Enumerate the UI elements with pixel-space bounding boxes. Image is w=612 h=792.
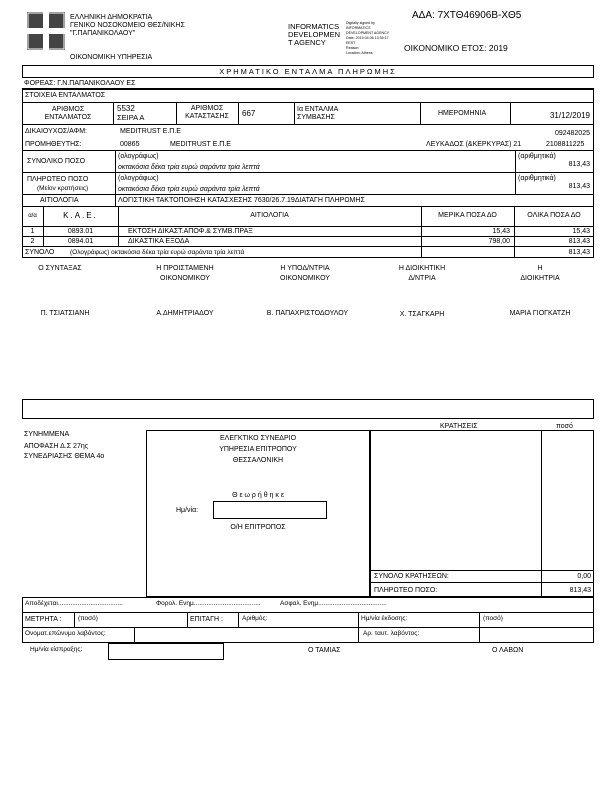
signer-1-name: Π. ΤΣΙΑΤΣΙΑΝΗ [40, 310, 90, 317]
receiver: Ο ΛΑΒΩΝ [492, 647, 524, 654]
signature-line: Digitally signed by [346, 21, 375, 25]
payable-words: οκτακόσια δέκα τρία ευρώ σαράντα τρία λεπτά [118, 186, 260, 193]
signer-5-role-2: ΔΙΟΙΚΗΤΡΙΑ [520, 275, 560, 282]
check-amount[interactable]: (ποσό) [483, 615, 503, 622]
sum-label: ΣΥΝΟΛΟ [25, 249, 55, 256]
agency-line-1: INFORMATICS [288, 22, 340, 31]
collection-date-label: Ημ/νία είσπραξης: [30, 646, 83, 653]
final-payable-label: ΠΛΗΡΩΤΕΟ ΠΟΣΟ: [374, 587, 438, 594]
mandate-number-label-2: ΕΝΤΑΛΜΑΤΟΣ [44, 114, 92, 121]
col-kae: Κ.Α.Ε. [63, 211, 98, 220]
signer-4-role-1: Η ΔΙΟΙΚΗΤΙΚΗ [398, 265, 446, 272]
signer-3-name: Β. ΠΑΠΑΧΡΙΣΤΟΔΟΥΛΟΥ [266, 310, 349, 317]
org-line-1: ΕΛΛΗΝΙΚΗ ΔΗΜΟΚΡΑΤΙΑ [70, 14, 153, 21]
row-1-kae: 0893.01 [67, 228, 94, 235]
beneficiary-label: ΔΙΚΑΙΟΥΧΟΣ/ΑΦΜ: [25, 128, 88, 135]
date-label: ΗΜΕΡΟΜΗΝΙΑ [438, 110, 487, 117]
signature-line: Date: 2019.04.06 13:35:17 [346, 36, 389, 40]
org-line-2: ΓΕΝΙΚΟ ΝΟΣΟΚΟΜΕΙΟ ΘΕΣ/ΝΙΚΗΣ [70, 22, 185, 29]
col-aa: α/α [28, 213, 37, 219]
audit-line-1: ΕΛΕΓΚΤΙΚΟ ΣΥΝΕΔΡΙΟ [219, 435, 297, 442]
row-1-aa: 1 [30, 228, 35, 235]
signer-4-name: Χ. ΤΣΑΓΚΑΡΗ [399, 311, 445, 318]
sum-words: (Ολογράφως) οκτακόσια δέκα τρία ευρώ σαράντα τρία λεπτά [70, 249, 245, 256]
supplier-address: ΛΕΥΚΑΔΟΣ (&ΚΕΡΚΥΡΑΣ) 21 [426, 141, 522, 148]
service-name: ΟΙΚΟΝΟΜΙΚΗ ΥΠΗΡΕΣΙΑ [70, 54, 153, 61]
signer-2-role-1: Η ΠΡΟΙΣΤΑΜΕΝΗ [156, 265, 214, 272]
receiver-id-label: Αρ. ταυτ. λαβόντος: [363, 630, 420, 637]
cash-amount[interactable]: (ποσό) [78, 615, 98, 622]
foreas: ΦΟΡΕΑΣ: Γ.Ν.ΠΑΠΑΝΙΚΟΛΑΟΥ ΕΣ [24, 80, 136, 87]
signer-5-role-1: Η [537, 265, 543, 272]
fiscal-year: ΟΙΚΟΝΟΜΙΚΟ ΕΤΟΣ: 2019 [404, 43, 508, 53]
insurance-clearance: Ασφαλ. Ενημ...................................... [280, 600, 387, 607]
contract-label-1: Ια ΕΝΤΑΛΜΑ [297, 106, 339, 113]
issue-date[interactable]: Ημ/νία έκδοσης: [361, 615, 408, 622]
total-numeric-label: (αριθμητικά) [518, 153, 556, 160]
commissioner: Ο/Η ΕΠΙΤΡΟΠΟΣ [230, 524, 286, 531]
beneficiary-name: MEDITRUST E.Π.Ε [120, 128, 181, 135]
row-2-description: ΔΙΚΑΣΤΙΚΑ ΕΞΟΔΑ [128, 238, 190, 245]
attachments-label: ΣΥΝΗΜΜΕΝΑ [24, 431, 70, 438]
payable-label: ΠΛΗΡΩΤΕΟ ΠΟΣΟ [27, 176, 89, 183]
decision-line-1: ΑΠΟΦΑΣΗ Δ.Σ 27ης [24, 443, 89, 450]
signature-line: Location: Athens [346, 51, 373, 55]
beneficiary-afm: 092482025 [554, 130, 590, 137]
signer-3-role-1: Η ΥΠΟΔ/ΝΤΡΙΑ [280, 265, 330, 272]
signer-5-name: ΜΑΡΙΑ ΓΙΟΓΚΑΤΖΗ [509, 310, 571, 317]
supplier-phone: 2108811225 [546, 141, 585, 148]
signature-line: EEST [346, 41, 356, 45]
audit-line-2: ΥΠΗΡΕΣΙΑ ΕΠΙΤΡΟΠΟΥ [219, 446, 297, 453]
sum-amount: 813,43 [568, 249, 590, 256]
cashier: Ο ΤΑΜΙΑΣ [308, 647, 341, 654]
audit-date-field[interactable] [213, 501, 327, 519]
signature-line: INFORMATICS [346, 26, 371, 30]
mandate-series: ΣΕΙΡΑ Α [117, 113, 145, 122]
signer-3-role-2: ΟΙΚΟΝΟΜΙΚΟΥ [280, 275, 330, 282]
row-1-partial: 15,43 [492, 228, 510, 235]
reason-label: ΑΙΤΙΟΛΟΓΙΑ [40, 197, 79, 204]
check-number[interactable]: Αριθμός: [242, 615, 268, 622]
total-words-label: (ολογράφως) [118, 153, 159, 160]
mandate-date: 31/12/2019 [549, 111, 590, 120]
row-2-kae: 0894.01 [67, 238, 94, 245]
page-title: ΧΡΗΜΑΤΙΚΟ ΕΝΤΑΛΜΑ ΠΛΗΡΩΜΗΣ [219, 67, 397, 76]
statement-number-label-1: ΑΡΙΘΜΟΣ [190, 105, 224, 112]
payable-words-label: (ολογράφως) [118, 175, 159, 182]
decision-line-2: ΣΥΝΕΔΡΙΑΣΗΣ ΘΕΜΑ 4ο [24, 453, 105, 460]
signer-2-name: Α.ΔΗΜΗΤΡΙΑΔΟΥ [156, 310, 214, 317]
agency-line-3: T AGENCY [288, 38, 326, 47]
deductions-total-label: ΣΥΝΟΛΟ ΚΡΑΤΗΣΕΩΝ: [374, 573, 449, 580]
row-1-total: 15,43 [572, 228, 590, 235]
audit-line-3: ΘΕΣΣΑΛΟΝΙΚΗ [232, 457, 284, 464]
total-words: οκτακόσια δέκα τρία ευρώ σαράντα τρία λεπτά [118, 164, 260, 171]
statement-number: 667 [242, 109, 256, 118]
signer-4-role-2: Δ/ΝΤΡΙΑ [408, 275, 436, 282]
mandate-number-label-1: ΑΡΙΘΜΟΣ [51, 106, 85, 113]
cash-label: ΜΕΤΡΗΤΑ : [25, 616, 62, 623]
accepts: Αποδέχεται.................................... [25, 600, 123, 607]
signer-1-role: Ο ΣΥΝΤΑΞΑΣ [38, 265, 82, 272]
col-total: ΟΛΙΚΑ ΠΟΣΑ ΔΟ [527, 212, 581, 219]
greek-flag-logo [27, 12, 65, 50]
payable-amount: 813,43 [568, 183, 590, 190]
signature-line: DEVELOPMENT AGENCY [346, 31, 390, 35]
deductions-box [370, 430, 594, 597]
row-2-partial: 798,00 [488, 238, 510, 245]
signer-2-role-2: ΟΙΚΟΝΟΜΙΚΟΥ [160, 275, 210, 282]
col-description: ΑΙΤΙΟΛΟΓΙΑ [250, 212, 289, 219]
payable-sub-label: (Μείον κρατήσεις) [37, 185, 89, 192]
digital-signature [346, 21, 389, 56]
row-2-aa: 2 [30, 238, 35, 245]
collection-date-field[interactable] [108, 643, 224, 660]
row-1-description: ΕΚΤΟΣΗ ΔΙΚΑΣΤ.ΑΠΟΦ.& ΣΥΜΒ.ΠΡΑΞ [128, 228, 253, 235]
org-line-3: "Γ.ΠΑΠΑΝΙΚΟΛΑΟΥ" [70, 30, 136, 37]
total-label: ΣΥΝΟΛΙΚΟ ΠΟΣΟ [27, 158, 86, 165]
check-label: ΕΠΙΤΑΓΗ : [190, 616, 223, 623]
supplier-label: ΠΡΟΜΗΘΕΥΤΗΣ: [25, 141, 82, 148]
supplier-code: 00865 [120, 141, 140, 148]
section-title: ΣΤΟΙΧΕΙΑ ΕΝΤΑΛΜΑΤΟΣ [25, 92, 106, 99]
deductions-total: 0,00 [577, 573, 591, 580]
mandate-number: 5532 [117, 104, 135, 113]
signature-line: Reason: [346, 46, 360, 50]
blank-strip [22, 399, 594, 419]
audit-date-label: Ημ/νία: [176, 507, 199, 514]
reason-text: ΛΟΓΙΣΤΙΚΗ ΤΑΚΤΟΠΟΙΗΣΗ ΚΑΤΑΣΧΕΣΗΣ 7630/26.7.19ΔΙΑΤΑΓΗ ΠΛΗΡΩΜΗΣ [118, 197, 365, 204]
theorithike: Θ ε ω ρ ή θ η κ ε [232, 492, 284, 499]
row-2-total: 813,43 [568, 238, 590, 245]
statement-number-label-2: ΚΑΤΑΣΤΑΣΗΣ [185, 113, 229, 120]
deductions-amount-label: ποσό [556, 423, 573, 430]
payable-numeric-label: (αριθμητικά) [518, 175, 556, 182]
tax-clearance: Φορολ. Ενημ..................................... [156, 600, 261, 607]
receiver-name-label: Ονοματ.επώνυμο λαβόντος: [25, 630, 106, 637]
total-amount: 813,43 [568, 161, 590, 168]
final-payable: 813,43 [569, 587, 591, 594]
agency-line-2: DEVELOPMEN [288, 30, 341, 39]
ada-code: ΑΔΑ: 7ΧΤΘ46906Β-ΧΘ5 [412, 10, 522, 21]
col-partial: ΜΕΡΙΚΑ ΠΟΣΑ ΔΟ [438, 212, 497, 219]
contract-label-2: ΣΥΜΒΑΣΗΣ [297, 114, 335, 121]
deductions-label: ΚΡΑΤΗΣΕΙΣ [440, 423, 478, 430]
supplier-name: MEDITRUST E.Π.Ε [170, 141, 231, 148]
